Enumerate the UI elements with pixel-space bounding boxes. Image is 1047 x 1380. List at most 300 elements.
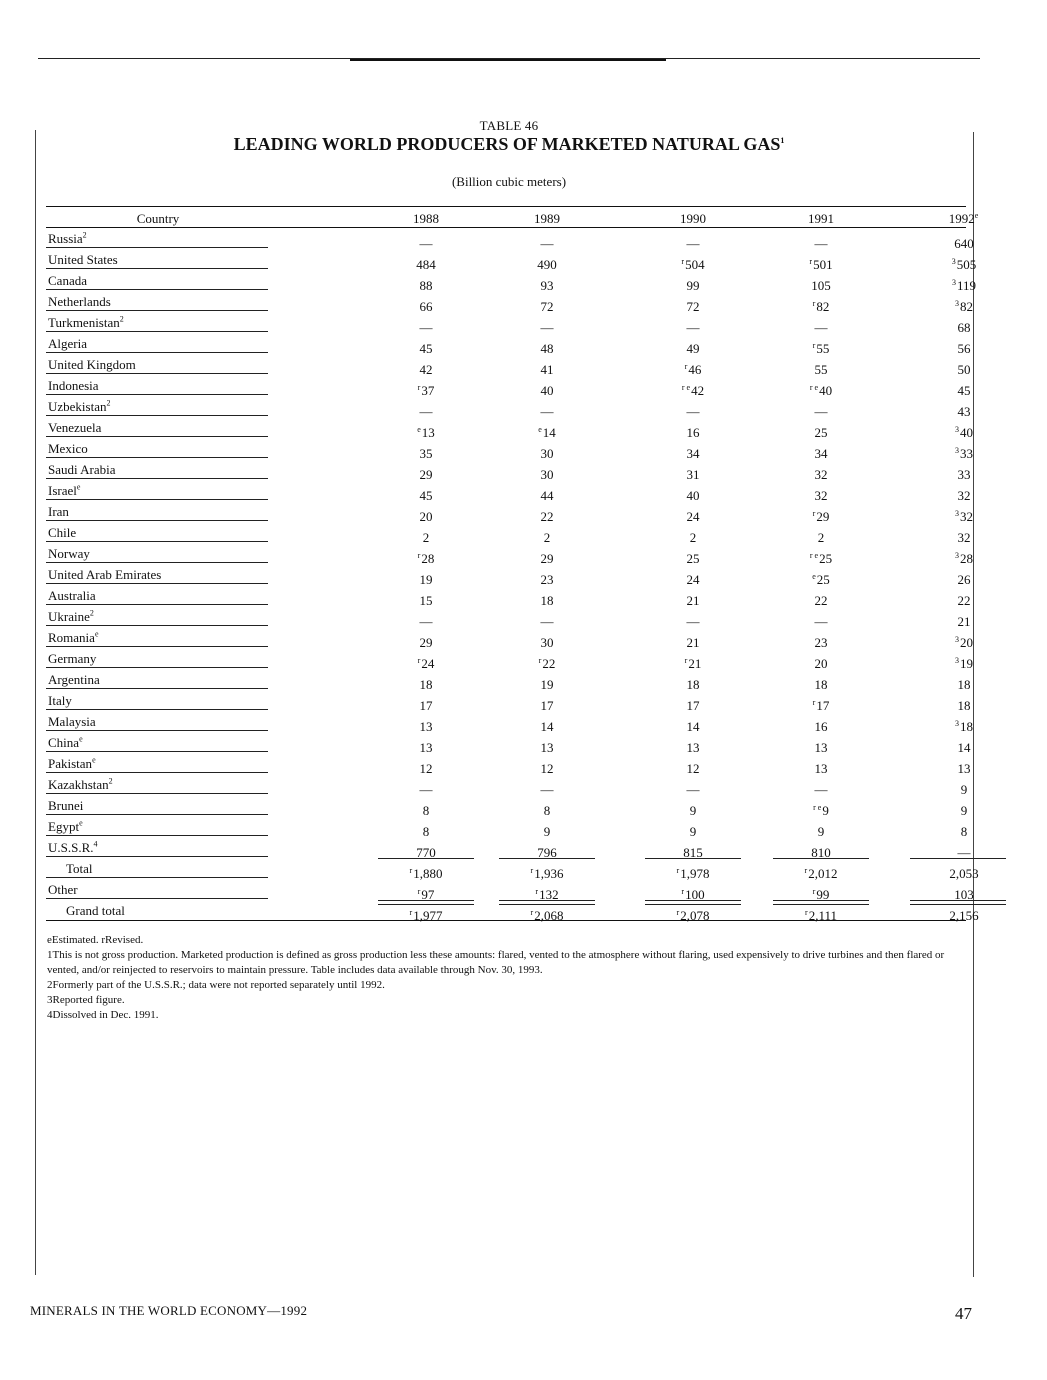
value-cell: $^e$25 <box>812 571 830 587</box>
value-cell: $^r$132 <box>535 886 559 902</box>
table-row <box>46 396 971 419</box>
value-cell: 26 <box>957 572 971 587</box>
value-cell: $^r$2,111 <box>805 907 837 923</box>
value-cell: 8 <box>543 803 551 818</box>
value-mark: r <box>676 907 680 917</box>
value-cell: 72 <box>686 299 700 314</box>
value-cell: 21 <box>686 635 700 650</box>
value-mark: 3 <box>955 634 959 644</box>
rule-segment <box>46 667 268 668</box>
table-title: LEADING WORLD PRODUCERS OF MARKETED NATURAL GAS$^1$ <box>233 134 785 154</box>
value-mark: r <box>681 256 685 266</box>
table-row <box>46 333 971 356</box>
row-label-note: e <box>79 818 83 828</box>
value-cell: 12 <box>540 761 554 776</box>
value-mark: r <box>681 886 685 896</box>
value-cell: 72 <box>540 299 554 314</box>
value-cell: 25 <box>814 425 828 440</box>
value-cell: 66 <box>419 299 433 314</box>
value-cell: 44 <box>540 488 554 503</box>
rule-segment <box>46 352 268 353</box>
value-cell: $^{r e}$9 <box>813 802 829 818</box>
value-cell: $^{r e}$42 <box>681 382 705 398</box>
value-cell: $^3$82 <box>955 298 973 314</box>
value-cell: 2 <box>422 530 430 545</box>
row-label: Brunei <box>48 798 84 813</box>
value-mark: r e <box>681 382 691 392</box>
value-cell: 22 <box>540 509 554 524</box>
value-cell: 56 <box>957 341 971 356</box>
value-cell: 16 <box>686 425 700 440</box>
row-label: Israel$^e$ <box>48 482 81 498</box>
table-row <box>46 564 971 587</box>
value-mark: r <box>812 340 816 350</box>
value-cell: 9 <box>543 824 551 839</box>
value-cell: 30 <box>540 635 554 650</box>
rule-segment <box>46 688 268 689</box>
value-cell: $^e$13 <box>417 424 435 440</box>
value-cell: — <box>419 782 433 797</box>
value-cell: 23 <box>540 572 554 587</box>
value-mark: r <box>535 886 539 896</box>
value-cell: 40 <box>686 488 700 503</box>
value-cell: 49 <box>686 341 700 356</box>
value-cell: $^r$2,068 <box>530 907 564 923</box>
row-label: Egypt$^e$ <box>48 818 83 834</box>
table-row <box>46 627 973 650</box>
value-mark: r <box>538 655 542 665</box>
table-row <box>46 585 971 608</box>
table-notes <box>47 933 967 1023</box>
rule-segment <box>46 877 268 878</box>
value-cell: $^3$40 <box>955 424 973 440</box>
rule-segment <box>645 858 741 859</box>
value-cell: $^r$504 <box>681 256 705 272</box>
header-year-1988: 1988 <box>413 211 439 226</box>
value-cell: 20 <box>814 656 828 671</box>
table-row <box>46 711 973 734</box>
value-cell: 2 <box>689 530 697 545</box>
table-row <box>46 501 973 524</box>
table-row <box>46 732 971 755</box>
value-cell: 29 <box>419 635 433 650</box>
rule-segment <box>46 751 268 752</box>
table-row <box>46 837 971 860</box>
value-cell: 50 <box>957 362 971 377</box>
total-row <box>46 858 979 881</box>
value-cell: — <box>540 614 554 629</box>
value-cell: 9 <box>960 782 968 797</box>
value-cell: 2 <box>543 530 551 545</box>
title-footnote-mark: 1 <box>780 136 785 145</box>
value-mark: r <box>417 655 421 665</box>
row-label: Canada <box>48 273 87 288</box>
rule-segment <box>773 858 869 859</box>
table-row <box>46 459 971 482</box>
value-cell: — <box>540 404 554 419</box>
table-bottom-rule <box>46 920 966 921</box>
value-cell: 99 <box>686 278 700 293</box>
value-cell: 29 <box>540 551 554 566</box>
value-mark: r <box>684 361 688 371</box>
value-mark: 3 <box>955 655 959 665</box>
row-label: United Kingdom <box>48 357 136 372</box>
value-cell: $^r$1,978 <box>676 865 710 881</box>
rule-segment <box>773 900 869 905</box>
page-number: 47 <box>955 1304 972 1323</box>
row-label: Mexico <box>48 441 88 456</box>
rule-segment <box>378 858 474 859</box>
value-mark: r <box>684 655 688 665</box>
rule-segment <box>645 900 741 905</box>
row-label: United Arab Emirates <box>48 567 162 582</box>
value-mark: r e <box>813 802 822 812</box>
table-row <box>46 249 977 272</box>
value-mark: r <box>530 865 534 875</box>
value-mark: 3 <box>955 424 959 434</box>
value-cell: 41 <box>540 362 554 377</box>
value-cell: 18 <box>814 677 828 692</box>
running-footer: MINERALS IN THE WORLD ECONOMY—1992 <box>30 1303 308 1318</box>
value-cell: $^r$99 <box>812 886 830 902</box>
rule-segment <box>910 900 1006 905</box>
value-mark: r <box>417 886 421 896</box>
rule-segment <box>910 858 1006 859</box>
value-mark: r <box>805 907 808 917</box>
value-cell: $^r$21 <box>684 655 702 671</box>
row-label: Chile <box>48 525 77 540</box>
value-cell: 13 <box>814 761 828 776</box>
value-cell: 23 <box>814 635 828 650</box>
value-cell: — <box>814 236 828 251</box>
value-mark: 3 <box>955 550 959 560</box>
value-cell: 45 <box>957 383 971 398</box>
value-cell: — <box>814 782 828 797</box>
table-row <box>46 522 971 545</box>
table-unit: (Billion cubic meters) <box>451 174 567 189</box>
rule-segment <box>46 394 268 395</box>
table-row <box>46 648 973 671</box>
value-cell: 43 <box>957 404 971 419</box>
row-label: Other <box>48 882 78 897</box>
value-cell: 42 <box>419 362 433 377</box>
grand-total-row <box>46 900 979 923</box>
value-cell: — <box>814 404 828 419</box>
value-cell: 18 <box>686 677 700 692</box>
value-cell: 13 <box>419 719 433 734</box>
table-row <box>46 312 971 335</box>
note-3: 3Reported figure. <box>47 994 125 1006</box>
value-cell: 15 <box>419 593 433 608</box>
value-mark: r <box>417 382 421 392</box>
value-cell: 31 <box>686 467 700 482</box>
value-cell: — <box>419 320 433 335</box>
rule-segment <box>46 562 268 563</box>
row-label: Total <box>66 861 93 876</box>
value-cell: $^{r e}$25 <box>809 550 833 566</box>
value-cell: $^r$1,880 <box>409 865 443 881</box>
value-cell: $^r$1,936 <box>530 865 564 881</box>
table-row <box>46 228 974 251</box>
row-label: Saudi Arabia <box>48 462 116 477</box>
value-mark: r <box>417 550 421 560</box>
value-cell: 18 <box>957 677 971 692</box>
table-row <box>46 417 973 440</box>
value-cell: $^r$1,977 <box>409 907 443 923</box>
value-cell: $^r$2,012 <box>804 865 838 881</box>
value-cell: 8 <box>422 803 430 818</box>
value-mark: 3 <box>951 256 956 266</box>
value-mark: 3 <box>955 718 959 728</box>
table-row <box>46 816 966 837</box>
value-mark: e <box>538 424 542 434</box>
table-row <box>46 795 966 816</box>
rule-segment <box>46 310 268 311</box>
table-row <box>46 480 971 503</box>
value-cell: 35 <box>419 446 433 461</box>
value-cell: 21 <box>686 593 700 608</box>
table-number: TABLE 46 <box>479 118 539 133</box>
rule-segment <box>46 793 268 794</box>
value-cell: 13 <box>814 740 828 755</box>
rule-segment <box>46 373 268 374</box>
value-cell: 14 <box>540 719 554 734</box>
value-cell: 8 <box>960 824 968 839</box>
value-cell: $^r$82 <box>812 298 830 314</box>
value-cell: 13 <box>686 740 700 755</box>
value-cell: 815 <box>683 845 703 860</box>
row-label: Pakistan$^e$ <box>48 755 96 771</box>
header-country: Country <box>136 211 180 226</box>
value-cell: 770 <box>416 845 436 860</box>
row-label: Iran <box>48 504 69 519</box>
left-margin-rule <box>35 130 36 1275</box>
rule-segment <box>46 436 268 437</box>
value-cell: 18 <box>419 677 433 692</box>
top-rule-accent <box>350 59 666 61</box>
table-row <box>46 354 971 377</box>
value-cell: 14 <box>686 719 700 734</box>
value-cell: — <box>686 614 700 629</box>
row-label-note: 2 <box>108 776 113 786</box>
rule-segment <box>46 415 268 416</box>
value-cell: — <box>419 614 433 629</box>
value-cell: $^r$17 <box>812 697 830 713</box>
row-label: Venezuela <box>48 420 102 435</box>
value-cell: 33 <box>957 467 971 482</box>
table-row <box>46 270 977 293</box>
value-cell: 32 <box>957 530 971 545</box>
rule-segment <box>46 541 268 542</box>
row-label-note: 2 <box>82 230 87 240</box>
value-cell: 34 <box>814 446 828 461</box>
rule-segment <box>46 646 268 647</box>
row-label: Ukraine$^2$ <box>48 608 94 624</box>
value-cell: $^3$20 <box>955 634 973 650</box>
value-cell: $^3$28 <box>955 550 973 566</box>
producers-table <box>46 206 979 923</box>
value-cell: $^r$22 <box>538 655 556 671</box>
value-cell: $^r$28 <box>417 550 435 566</box>
rule-segment <box>46 520 268 521</box>
value-cell: 9 <box>817 824 825 839</box>
value-cell: 30 <box>540 446 554 461</box>
value-mark: r <box>812 508 816 518</box>
row-label: Italy <box>48 693 72 708</box>
table-row <box>46 753 971 776</box>
row-label: Grand total <box>66 903 125 918</box>
table-row <box>46 438 973 461</box>
rule-segment <box>499 900 595 905</box>
value-cell: 8 <box>422 824 430 839</box>
row-label: Algeria <box>48 336 87 351</box>
value-cell: 490 <box>537 257 557 272</box>
rule-segment <box>46 625 268 626</box>
value-cell: 32 <box>957 488 971 503</box>
value-cell: 21 <box>957 614 971 629</box>
value-cell: 34 <box>686 446 700 461</box>
row-label: Australia <box>48 588 96 603</box>
value-cell: 2,156 <box>949 908 979 923</box>
row-label: Indonesia <box>48 378 99 393</box>
value-cell: — <box>540 782 554 797</box>
row-label: U.S.S.R.$^4$ <box>48 839 98 855</box>
value-cell: 17 <box>540 698 554 713</box>
row-label: Turkmenistan$^2$ <box>48 314 124 330</box>
value-cell: 30 <box>540 467 554 482</box>
value-mark: r <box>812 298 816 308</box>
value-mark: 3 <box>951 277 956 287</box>
rule-segment <box>46 814 268 815</box>
value-cell: $^3$18 <box>955 718 973 734</box>
row-label-note: 2 <box>106 398 111 408</box>
value-cell: $^r$46 <box>684 361 702 377</box>
row-label: Germany <box>48 651 97 666</box>
rule-segment <box>46 772 268 773</box>
value-cell: $^r$37 <box>417 382 435 398</box>
table-row <box>46 606 971 629</box>
table-row <box>46 774 966 795</box>
rule-segment <box>499 858 595 859</box>
value-cell: — <box>686 236 700 251</box>
value-cell: 88 <box>419 278 433 293</box>
table-row <box>46 669 971 692</box>
value-cell: 103 <box>954 887 974 902</box>
rule-segment <box>46 898 268 899</box>
value-cell: 9 <box>689 824 697 839</box>
rule-segment <box>46 478 268 479</box>
row-label: Kazakhstan$^2$ <box>48 776 113 792</box>
value-cell: 55 <box>814 362 828 377</box>
row-label: Argentina <box>48 672 100 687</box>
value-cell: — <box>540 320 554 335</box>
note-4: 4Dissolved in Dec. 1991. <box>47 1009 159 1021</box>
value-cell: $^r$97 <box>417 886 435 902</box>
row-label-note: 2 <box>89 608 94 618</box>
value-cell: 796 <box>537 845 557 860</box>
value-cell: 12 <box>419 761 433 776</box>
value-cell: — <box>957 845 971 860</box>
note-legend: eEstimated. rRevised. <box>47 934 144 946</box>
value-mark: 3 <box>955 445 959 455</box>
other-row <box>46 879 974 902</box>
value-cell: — <box>686 320 700 335</box>
value-cell: 12 <box>686 761 700 776</box>
row-label: Norway <box>48 546 90 561</box>
value-mark: r e <box>809 550 819 560</box>
value-cell: $^3$33 <box>955 445 973 461</box>
value-mark: e <box>417 424 421 434</box>
rule-segment <box>378 900 474 905</box>
value-cell: 9 <box>689 803 697 818</box>
value-cell: — <box>814 614 828 629</box>
rule-segment <box>46 835 268 836</box>
value-cell: 13 <box>419 740 433 755</box>
value-cell: 29 <box>419 467 433 482</box>
value-cell: 16 <box>814 719 828 734</box>
value-cell: 2,053 <box>949 866 979 881</box>
row-label-note: e <box>92 755 96 765</box>
rule-segment <box>46 499 268 500</box>
value-cell: 18 <box>540 593 554 608</box>
value-cell: $^r$29 <box>812 508 830 524</box>
value-cell: 48 <box>540 341 554 356</box>
row-label-note: e <box>79 734 83 744</box>
note-2: 2Formerly part of the U.S.S.R.; data were not reported separately until 1992. <box>47 979 385 991</box>
row-label: Malaysia <box>48 714 96 729</box>
row-label: Russia$^2$ <box>48 230 87 246</box>
value-mark: r <box>530 907 534 917</box>
value-cell: — <box>419 236 433 251</box>
rule-segment <box>46 268 268 269</box>
value-cell: $^3$19 <box>955 655 973 671</box>
value-cell: — <box>686 782 700 797</box>
value-cell: 68 <box>957 320 971 335</box>
note-1: 1This is not gross production. Marketed production is defined as gross production less these amounts: flared, vented to the atmosphere without flaring, used expensively to drive turbines and then flared or vented, and/or reinjected to reservoirs to maintain pressure. Table includes data available through Nov. 30, 1993. <box>47 949 945 976</box>
value-cell: 45 <box>419 341 433 356</box>
value-mark: r e <box>809 382 819 392</box>
value-cell: 22 <box>814 593 828 608</box>
value-cell: 13 <box>540 740 554 755</box>
value-cell: 45 <box>419 488 433 503</box>
value-cell: $^{r e}$40 <box>809 382 833 398</box>
value-cell: $^r$501 <box>809 256 833 272</box>
value-cell: — <box>814 320 828 335</box>
table-row <box>46 543 973 566</box>
value-cell: 32 <box>814 467 828 482</box>
row-label: United States <box>48 252 118 267</box>
value-mark: e <box>812 571 816 581</box>
row-label-note: 2 <box>119 314 124 324</box>
value-cell: 24 <box>686 509 700 524</box>
rule-segment <box>46 331 268 332</box>
value-mark: 3 <box>955 298 959 308</box>
row-label-note: e <box>94 629 99 639</box>
row-label: Romania$^e$ <box>48 629 99 645</box>
header-year-1990: 1990 <box>680 211 706 226</box>
rule-segment <box>46 457 268 458</box>
value-cell: 18 <box>957 698 971 713</box>
value-cell: 2 <box>817 530 825 545</box>
header-year-1989: 1989 <box>534 211 560 226</box>
row-label: China$^e$ <box>48 734 83 750</box>
value-cell: $^3$119 <box>951 277 977 293</box>
rule-segment <box>46 730 268 731</box>
value-cell: 22 <box>957 593 971 608</box>
row-label: Uzbekistan$^2$ <box>48 398 111 414</box>
table-row <box>46 291 973 314</box>
value-mark: r <box>804 865 808 875</box>
